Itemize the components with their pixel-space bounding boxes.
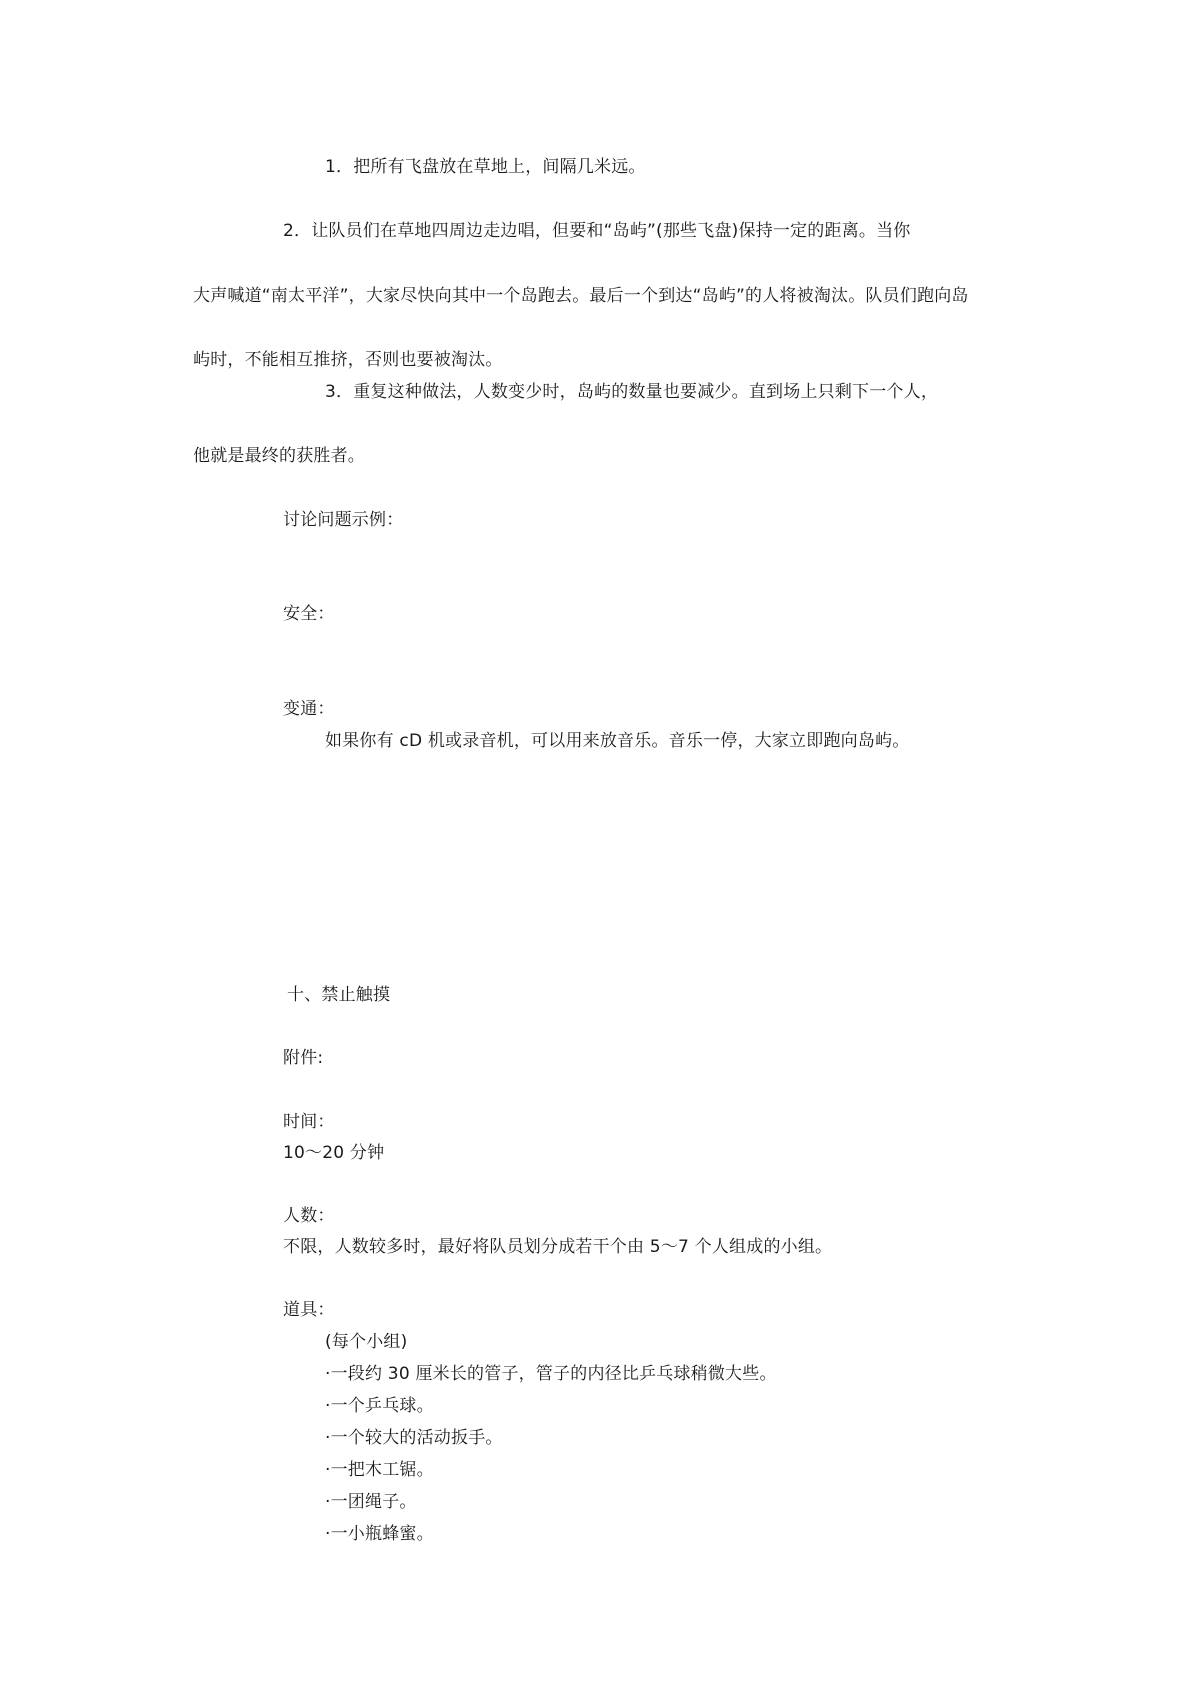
props-note: (每个小组) — [325, 1332, 408, 1352]
props-item: ·一个乒乓球。 — [325, 1396, 434, 1416]
attachment-label: 附件: — [283, 1048, 324, 1068]
props-item: ·一个较大的活动扳手。 — [325, 1428, 503, 1448]
variation-text: 如果你有 cD 机或录音机，可以用来放音乐。音乐一停，大家立即跑向岛屿。 — [325, 731, 910, 751]
time-label: 时间： — [283, 1112, 335, 1132]
props-item: ·一团绳子。 — [325, 1492, 417, 1512]
step-2-text-line-2: 大声喊道“南太平洋”，大家尽快向其中一个岛跑去。最后一个到达“岛屿”的人将被淘汰。队员们跑向岛 — [193, 286, 969, 306]
safety-label: 安全： — [283, 604, 335, 624]
props-item: ·一小瓶蜂蜜。 — [325, 1524, 434, 1544]
props-label: 道具： — [283, 1300, 335, 1320]
section-title: 十、禁止触摸 — [287, 985, 391, 1005]
people-value: 不限，人数较多时，最好将队员划分成若干个由 5～7 个人组成的小组。 — [283, 1237, 833, 1257]
discussion-label: 讨论问题示例： — [283, 510, 404, 530]
props-item: ·一段约 30 厘米长的管子，管子的内径比乒乓球稍微大些。 — [325, 1364, 777, 1384]
step-1-text: 1．把所有飞盘放在草地上，间隔几米远。 — [325, 157, 646, 177]
people-label: 人数： — [283, 1206, 335, 1226]
variation-label: 变通： — [283, 699, 335, 719]
props-item: ·一把木工锯。 — [325, 1460, 434, 1480]
step-2-text-line-3: 屿时，不能相互推挤，否则也要被淘汰。 — [193, 350, 503, 370]
step-3-text-line-1: 3．重复这种做法，人数变少时，岛屿的数量也要减少。直到场上只剩下一个人， — [325, 382, 939, 402]
step-2-text-line-1: 2．让队员们在草地四周边走边唱，但要和“岛屿”(那些飞盘)保持一定的距离。当你 — [283, 221, 911, 241]
time-value: 10～20 分钟 — [283, 1143, 385, 1163]
step-3-text-line-2: 他就是最终的获胜者。 — [193, 446, 365, 466]
